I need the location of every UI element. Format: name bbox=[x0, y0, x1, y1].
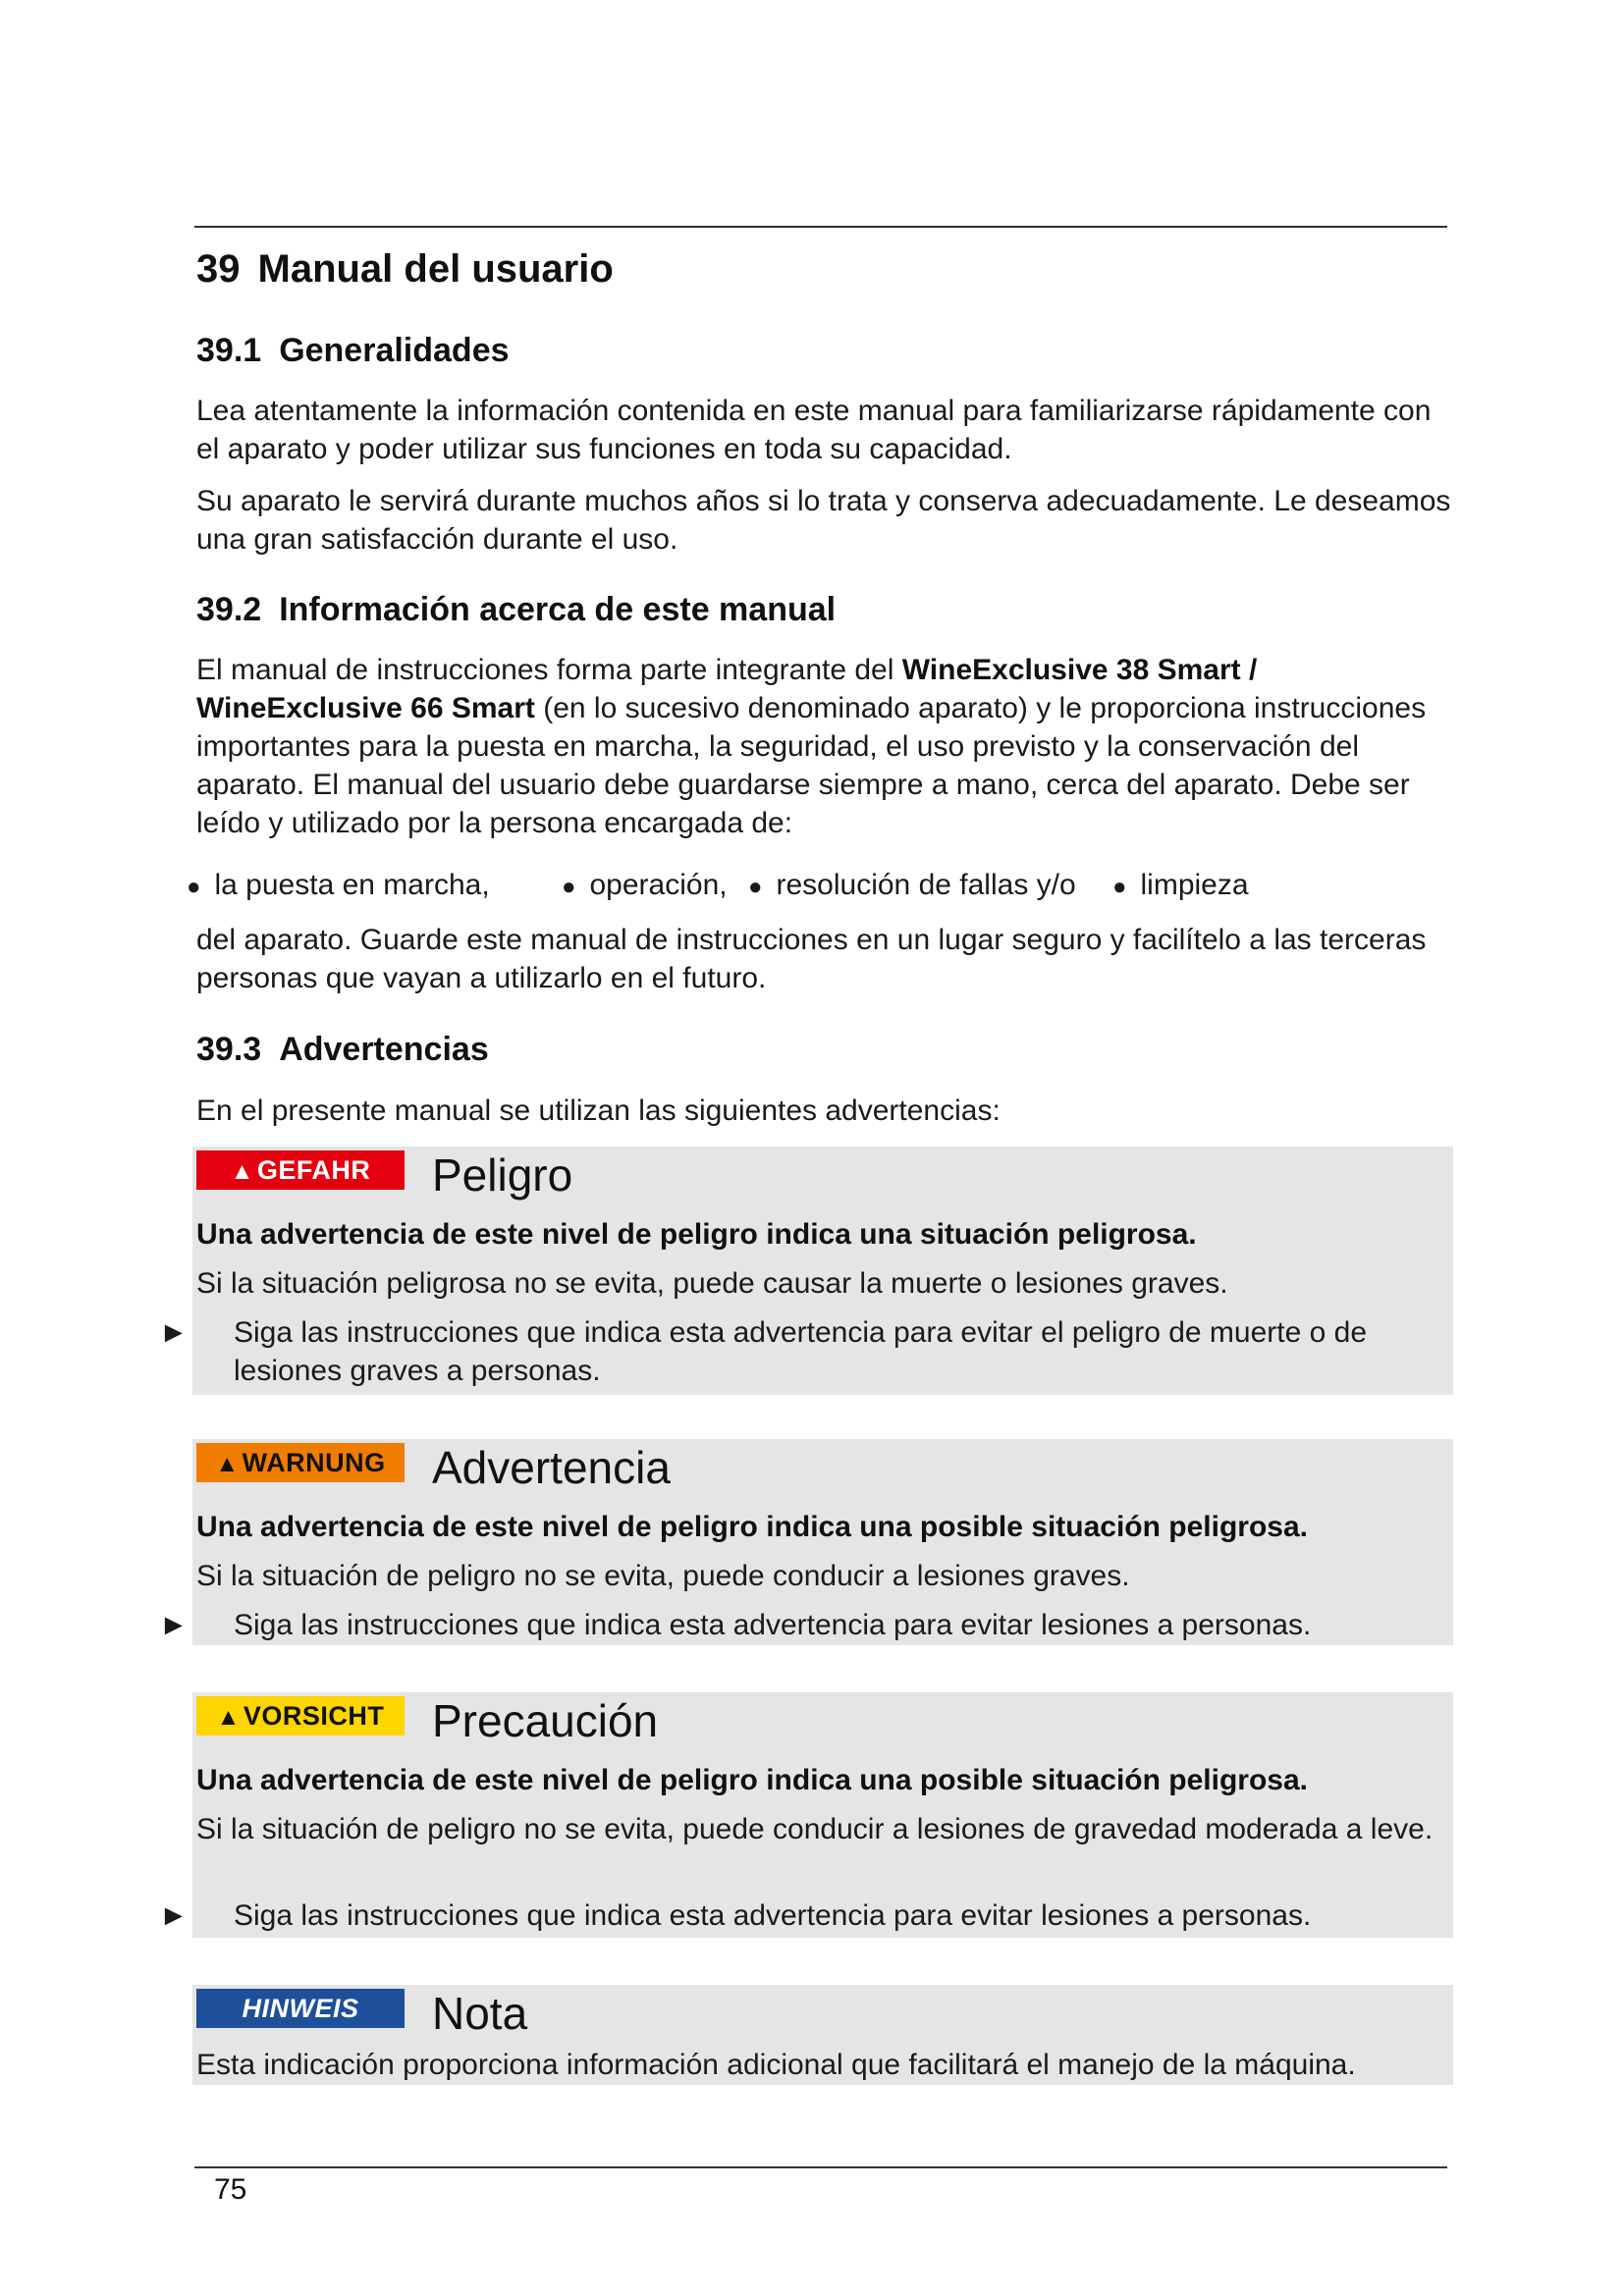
arrow-icon: ► bbox=[159, 1609, 189, 1641]
warning-box-note bbox=[192, 1985, 1453, 2085]
list-item bbox=[1112, 866, 1249, 906]
intro-text: El manual de instrucciones forma parte integrante del bbox=[196, 654, 902, 686]
intro-text-rest: (en lo sucesivo denominado aparato) y le proporciona instrucciones importantes para la puesta en marcha, la seguridad, el uso previsto y la conservación del aparato. El manual del usuario debe guardarse siempre a mano, cerca del aparato. Debe ser leído y utilizado por la persona encargada de: bbox=[196, 692, 1427, 839]
warning-text: Esta indicación proporciona información adicional que facilitará el manejo de la máquina. bbox=[196, 2049, 1356, 2081]
warning-title: Precaución bbox=[432, 1695, 659, 1746]
section-number: 39.2 bbox=[196, 591, 262, 628]
signal-word-note bbox=[196, 1989, 405, 2028]
warning-bold-text: Una advertencia de este nivel de peligro indica una posible situación peligrosa. bbox=[196, 1511, 1308, 1543]
paragraph: del aparato. Guarde este manual de instrucciones en un lugar seguro y facilítelo a las terceras personas que vayan a utilizarlo en el futuro. bbox=[196, 924, 1427, 994]
warning-action bbox=[159, 1896, 1481, 1935]
signal-word: VORSICHT bbox=[243, 1701, 385, 1731]
warning-box-caution bbox=[159, 1692, 1453, 1938]
section-title: Generalidades bbox=[279, 332, 510, 369]
chapter-number: 39 bbox=[196, 247, 241, 291]
footer-rule bbox=[194, 2166, 1447, 2168]
action-text: Siga las instrucciones que indica esta advertencia para evitar lesiones a personas. bbox=[234, 1609, 1312, 1641]
warning-triangle-icon: ▲ bbox=[216, 1704, 241, 1731]
warning-triangle-icon: ▲ bbox=[230, 1158, 254, 1185]
chapter-title: Manual del usuario bbox=[257, 247, 614, 291]
list-item bbox=[562, 866, 728, 906]
action-text: Siga las instrucciones que indica esta advertencia para evitar lesiones a personas. bbox=[234, 1899, 1312, 1932]
bullet-icon: ● bbox=[187, 874, 201, 900]
list-item bbox=[748, 866, 1076, 906]
warning-box-warning bbox=[159, 1439, 1453, 1645]
warning-triangle-icon: ▲ bbox=[215, 1451, 240, 1477]
warning-action bbox=[159, 1606, 1481, 1644]
bullet-icon: ● bbox=[748, 874, 763, 900]
action-text: Siga las instrucciones que indica esta advertencia para evitar el peligro de muerte o de lesiones graves a personas. bbox=[234, 1316, 1368, 1387]
list-item-label: operación, bbox=[589, 869, 728, 901]
chapter-heading bbox=[196, 247, 614, 292]
warning-text: Si la situación peligrosa no se evita, puede causar la muerte o lesiones graves. bbox=[196, 1267, 1228, 1300]
warning-title: Advertencia bbox=[432, 1442, 671, 1493]
section-title: Advertencias bbox=[279, 1031, 489, 1068]
paragraph: Lea atentamente la información contenida en este manual para familiarizarse rápidamente con el aparato y poder utilizar sus funciones en toda su capacidad. bbox=[196, 395, 1432, 465]
section-heading-warnings bbox=[196, 1031, 489, 1069]
section-heading-general bbox=[196, 332, 510, 370]
list-item bbox=[187, 866, 490, 906]
signal-word: GEFAHR bbox=[256, 1155, 371, 1185]
paragraph-manual-intro bbox=[196, 651, 1453, 842]
warning-bold-text: Una advertencia de este nivel de peligro indica una posible situación peligrosa. bbox=[196, 1764, 1308, 1796]
list-item-label: la puesta en marcha, bbox=[214, 869, 490, 901]
warning-action bbox=[159, 1313, 1481, 1390]
bullet-icon: ● bbox=[562, 874, 576, 900]
product-name: WineExclusive 38 Smart / WineExclusive 66 Smart bbox=[196, 654, 1258, 724]
arrow-icon: ► bbox=[159, 1316, 189, 1349]
header-rule bbox=[194, 226, 1447, 228]
section-heading-manual-info bbox=[196, 591, 836, 629]
signal-word: HINWEIS bbox=[242, 1994, 359, 2023]
warning-title: Peligro bbox=[432, 1149, 573, 1201]
signal-word: WARNUNG bbox=[242, 1448, 386, 1477]
paragraph: En el presente manual se utilizan las siguientes advertencias: bbox=[196, 1095, 1001, 1127]
bullet-icon: ● bbox=[1112, 874, 1127, 900]
warning-text: Si la situación de peligro no se evita, puede conducir a lesiones graves. bbox=[196, 1560, 1130, 1592]
arrow-icon: ► bbox=[159, 1899, 189, 1932]
signal-word-warning bbox=[196, 1443, 405, 1482]
list-item-label: limpieza bbox=[1140, 869, 1249, 901]
warning-bold-text: Una advertencia de este nivel de peligro indica una situación peligrosa. bbox=[196, 1218, 1197, 1251]
signal-word-danger bbox=[196, 1150, 405, 1190]
section-number: 39.3 bbox=[196, 1031, 262, 1068]
warning-box-danger bbox=[159, 1147, 1453, 1395]
page-number: 75 bbox=[214, 2173, 247, 2206]
warning-text: Si la situación de peligro no se evita, puede conducir a lesiones de gravedad moderada a leve. bbox=[196, 1813, 1434, 1845]
list-item-label: resolución de fallas y/o bbox=[776, 869, 1076, 901]
section-number: 39.1 bbox=[196, 332, 262, 369]
signal-word-caution bbox=[196, 1696, 405, 1735]
paragraph: Su aparato le servirá durante muchos años si lo trata y conserva adecuadamente. Le deseamos una gran satisfacción durante el uso. bbox=[196, 485, 1451, 556]
section-title: Información acerca de este manual bbox=[279, 591, 837, 628]
warning-title: Nota bbox=[432, 1988, 528, 2039]
